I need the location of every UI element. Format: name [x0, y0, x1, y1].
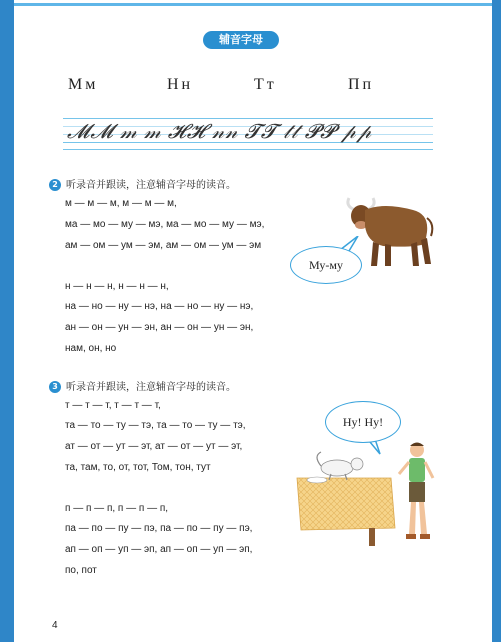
section-2-number: 2 [49, 179, 61, 191]
speech-bubble-nunu: Ну! Ну! [325, 401, 401, 443]
section-3-number: 3 [49, 381, 61, 393]
speech-bubble-mumu: Му-му [290, 246, 362, 284]
top-rule [14, 3, 492, 6]
cursive-letters: 𝓜𝓜 𝓂 𝓂 𝓗𝓗 𝓃𝓃 𝓣𝓣 𝓉𝓉 𝓟𝓟 𝓅𝓅 [67, 121, 373, 143]
letter-m: Мм [68, 76, 99, 93]
section-3-line: ат — от — ут — эт, ат — от — ут — эт, [65, 441, 243, 452]
section-3-heading [49, 378, 236, 393]
letter-p: Пп [348, 76, 375, 93]
section-3-line: ап — оп — уп — эп, ап — оп — уп — эп, [65, 544, 253, 555]
section-3-line: та — то — ту — тэ, та — то — ту — тэ, [65, 420, 246, 431]
section-3-line: т — т — т, т — т — т, [65, 400, 161, 411]
cat-and-boy-icon [295, 438, 445, 550]
section-3-line: по, пот [65, 565, 97, 576]
section-3-heading-text: 听录音并跟读，注意辅音字母的读音。 [66, 382, 236, 393]
page-frame-left [0, 0, 14, 642]
section-3-line: та, там, то, от, тот, Том, тон, тут [65, 462, 211, 473]
letter-t: Тт [254, 76, 277, 93]
section-3-line: па — по — пу — пэ, па — по — пу — пэ, [65, 523, 253, 534]
section-2-line: ам — ом — ум — эм, ам — ом — ум — эм [65, 240, 262, 251]
section-3-line: п — п — п, п — п — п, [65, 503, 169, 514]
section-2-line: н — н — н, н — н — н, [65, 281, 169, 292]
section-2-line: м — м — м, м — м — м, [65, 198, 177, 209]
page-frame-right [492, 0, 501, 642]
cursive-writing-band [63, 118, 433, 150]
section-2-line: нам, он, но [65, 343, 117, 354]
section-title-badge: 辅音字母 [203, 31, 279, 49]
letter-n: Нн [167, 76, 194, 93]
section-2-heading-text: 听录音并跟读，注意辅音字母的读音。 [66, 180, 236, 191]
section-2-line: на — но — ну — нэ, на — но — ну — нэ, [65, 301, 254, 312]
section-2-line: ан — он — ун — эн, ан — он — ун — эн, [65, 322, 254, 333]
bull-icon [343, 192, 435, 272]
section-2-heading [49, 176, 236, 191]
section-2-line: ма — мо — му — мэ, ма — мо — му — мэ, [65, 219, 265, 230]
page-number: 4 [52, 620, 58, 631]
